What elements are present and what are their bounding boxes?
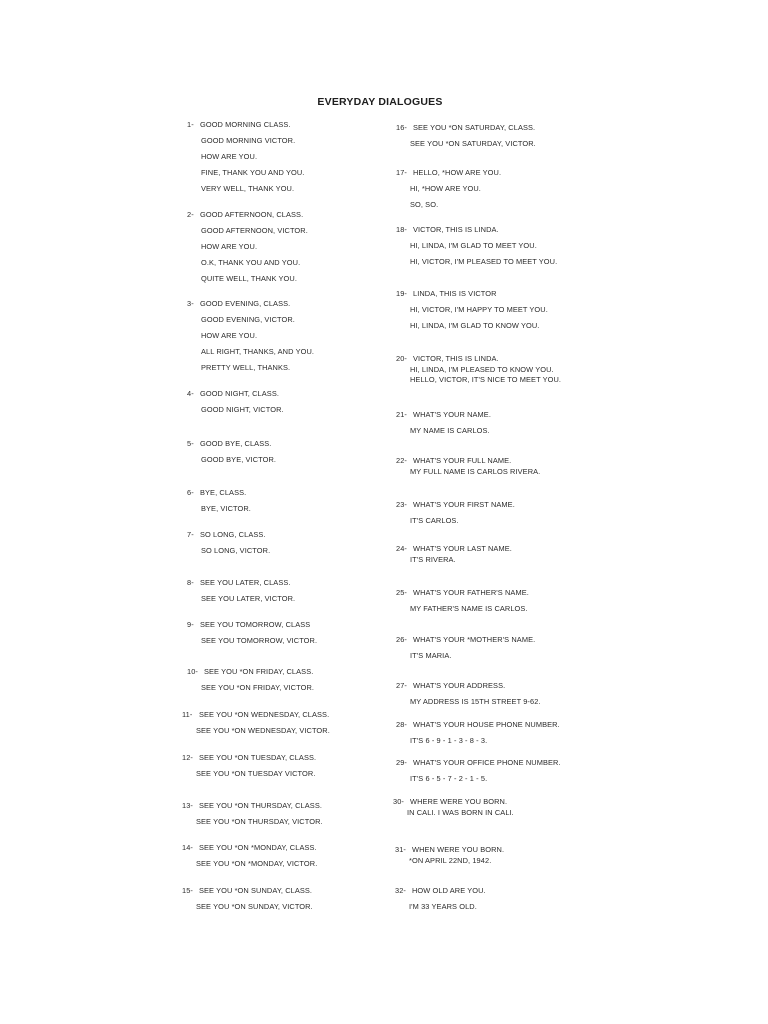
dialogue-text: WHAT'S YOUR OFFICE PHONE NUMBER. [413,758,561,767]
dialogue-line [187,344,407,360]
dialogue-line [396,181,616,197]
dialogue-line-first [393,797,613,808]
dialogue-line-first [187,386,407,402]
dialogue-text: SEE YOU *ON TUESDAY, CLASS. [199,753,317,762]
dialogue-line [187,591,407,607]
dialogue-text: MY FATHER'S NAME IS CARLOS. [410,604,528,613]
dialogue-line [182,723,402,739]
dialogue-line [396,136,616,152]
dialogue-line [182,814,402,830]
dialogue-line-first [396,354,616,365]
dialogue-text: IT'S CARLOS. [410,516,459,525]
dialogue-line [396,254,616,270]
dialogue-number: 4- [187,389,194,398]
dialogue-line [187,181,407,197]
dialogue-text: HI, LINDA, I'M GLAD TO KNOW YOU. [410,321,540,330]
dialogue-text: PRETTY WELL, THANKS. [201,363,291,372]
dialogue-text: SEE YOU *ON *MONDAY, VICTOR. [196,859,318,868]
dialogue-text: HI, LINDA, I'M GLAD TO MEET YOU. [410,241,537,250]
dialogue-line [187,165,407,181]
page-title: EVERYDAY DIALOGUES [317,96,443,108]
dialogue-text: SEE YOU TOMORROW, VICTOR. [201,636,318,645]
dialogue-text: SEE YOU *ON WEDNESDAY, CLASS. [199,710,330,719]
dialogue-line-first [396,286,616,302]
dialogue-number: 22- [396,456,407,465]
dialogue-text: SEE YOU *ON TUESDAY VICTOR. [196,769,316,778]
dialogue-line [395,899,615,915]
dialogue-number: 5- [187,439,194,448]
dialogue-15 [182,883,402,915]
dialogue-17 [396,165,616,213]
dialogue-text: WHAT'S YOUR FULL NAME. [413,456,512,465]
dialogue-line [187,149,407,165]
dialogue-text: IT'S MARIA. [410,651,452,660]
dialogue-text: O.K, THANK YOU AND YOU. [201,258,301,267]
dialogue-text: HI, LINDA, I'M PLEASED TO KNOW YOU. [410,364,554,374]
dialogue-18 [396,222,616,270]
dialogue-number: 10- [187,667,198,676]
dialogue-text: VICTOR, THIS IS LINDA. [413,354,499,363]
dialogue-text: WHAT'S YOUR LAST NAME. [413,544,512,553]
dialogue-line [187,680,407,696]
dialogue-text: WHERE WERE YOU BORN. [410,797,508,806]
dialogue-line-first [396,755,616,771]
dialogue-number: 23- [396,500,407,509]
dialogue-22 [396,456,616,477]
dialogue-text: HI, VICTOR, I'M HAPPY TO MEET YOU. [410,305,548,314]
dialogue-line-first [396,678,616,694]
dialogue-text: SEE YOU LATER, CLASS. [200,578,291,587]
dialogue-text: *ON APRIL 22ND, 1942. [409,855,492,865]
dialogue-line [187,543,407,559]
dialogue-number: 19- [396,289,407,298]
dialogue-line [393,808,613,819]
dialogue-text: WHAT'S YOUR *MOTHER'S NAME. [413,635,536,644]
dialogue-text: GOOD NIGHT, VICTOR. [201,405,284,414]
dialogue-line-first [187,436,407,452]
dialogue-text: SEE YOU *ON THURSDAY, VICTOR. [196,817,323,826]
dialogue-number: 27- [396,681,407,690]
dialogue-text: IT'S 6 - 5 - 7 - 2 - 1 - 5. [410,774,488,783]
dialogue-line [396,302,616,318]
dialogue-text: HI, *HOW ARE YOU. [410,184,481,193]
dialogue-line [396,555,616,566]
dialogue-text: WHAT'S YOUR FATHER'S NAME. [413,588,529,597]
dialogue-number: 14- [182,843,193,852]
dialogue-number: 30- [393,797,404,806]
dialogue-text: BYE, CLASS. [200,488,247,497]
dialogue-line [396,197,616,213]
dialogue-text: GOOD EVENING, VICTOR. [201,315,295,324]
dialogue-1 [187,117,407,197]
dialogue-line-first [396,717,616,733]
dialogue-line [187,312,407,328]
dialogue-line-first [182,707,402,723]
dialogue-text: FINE, THANK YOU AND YOU. [201,168,305,177]
dialogue-32 [395,883,615,915]
dialogue-number: 2- [187,210,194,219]
dialogue-line-first [396,456,616,467]
dialogue-line-first [187,296,407,312]
dialogue-23 [396,497,616,529]
dialogue-7 [187,527,407,559]
dialogue-line-first [182,750,402,766]
dialogue-line-first [396,165,616,181]
dialogue-text: VERY WELL, THANK YOU. [201,184,295,193]
dialogue-text: SEE YOU *ON SUNDAY, VICTOR. [196,902,313,911]
dialogue-text: SEE YOU *ON WEDNESDAY, VICTOR. [196,726,330,735]
dialogue-number: 21- [396,410,407,419]
dialogue-line-first [187,664,407,680]
dialogue-text: GOOD AFTERNOON, VICTOR. [201,226,308,235]
dialogue-text: HELLO, VICTOR, IT'S NICE TO MEET YOU. [410,375,562,384]
dialogue-text: WHAT'S YOUR NAME. [413,410,491,419]
dialogue-11 [182,707,402,739]
dialogue-27 [396,678,616,710]
dialogue-line-first [396,585,616,601]
dialogue-number: 6- [187,488,194,497]
dialogue-number: 8- [187,578,194,587]
dialogue-line [187,271,407,287]
dialogue-text: WHAT'S YOUR ADDRESS. [413,681,506,690]
dialogue-text: IT'S RIVERA. [410,554,456,564]
dialogue-number: 16- [396,123,407,132]
dialogue-text: GOOD BYE, CLASS. [200,439,272,448]
dialogue-text: MY NAME IS CARLOS. [410,426,490,435]
dialogue-text: SEE YOU TOMORROW, CLASS [200,620,311,629]
dialogue-2 [187,207,407,287]
dialogue-text: MY ADDRESS IS 15TH STREET 9-62. [410,697,541,706]
dialogue-number: 3- [187,299,194,308]
dialogue-text: GOOD EVENING, CLASS. [200,299,291,308]
dialogue-line [395,856,615,867]
dialogue-text: HELLO, *HOW ARE YOU. [413,168,502,177]
dialogue-29 [396,755,616,787]
dialogue-13 [182,798,402,830]
dialogue-text: SEE YOU *ON THURSDAY, CLASS. [199,801,323,810]
dialogue-text: BYE, VICTOR. [201,504,251,513]
dialogue-24 [396,544,616,565]
dialogue-text: GOOD MORNING VICTOR. [201,136,296,145]
dialogue-number: 29- [396,758,407,767]
dialogue-line [187,328,407,344]
dialogue-text: IT'S 6 - 9 - 1 - 3 - 8 - 3. [410,736,488,745]
dialogue-text: SO LONG, CLASS. [200,530,266,539]
dialogue-line [187,360,407,376]
dialogue-text: HOW ARE YOU. [201,152,258,161]
dialogue-number: 15- [182,886,193,895]
dialogue-text: GOOD MORNING CLASS. [200,120,291,129]
dialogue-20 [396,354,616,386]
dialogue-line-first [396,632,616,648]
dialogue-line [182,856,402,872]
dialogue-text: HOW ARE YOU. [201,242,258,251]
dialogue-number: 26- [396,635,407,644]
dialogue-line-first [396,407,616,423]
dialogue-text: GOOD NIGHT, CLASS. [200,389,280,398]
dialogue-line-first [187,117,407,133]
dialogue-line-first [187,207,407,223]
dialogue-line [396,375,616,386]
dialogue-line [396,423,616,439]
dialogue-text: SEE YOU LATER, VICTOR. [201,594,296,603]
dialogue-text: SEE YOU *ON FRIDAY, VICTOR. [201,683,315,692]
dialogue-8 [187,575,407,607]
dialogue-line-first [396,222,616,238]
dialogue-text: SEE YOU *ON FRIDAY, CLASS. [204,667,314,676]
dialogue-line [396,771,616,787]
dialogue-number: 12- [182,753,193,762]
dialogue-line-first [395,845,615,856]
dialogue-line-first [182,798,402,814]
dialogue-number: 9- [187,620,194,629]
dialogue-line [187,452,407,468]
dialogue-text: GOOD AFTERNOON, CLASS. [200,210,304,219]
dialogue-text: I'M 33 YEARS OLD. [409,902,477,911]
dialogue-line-first [182,883,402,899]
dialogue-number: 20- [396,354,407,363]
dialogue-line [396,601,616,617]
dialogue-text: SO LONG, VICTOR. [201,546,271,555]
dialogue-line-first [396,120,616,136]
dialogue-line [187,133,407,149]
dialogue-number: 31- [395,845,406,854]
dialogue-6 [187,485,407,517]
dialogue-line [396,365,616,376]
dialogue-line-first [187,485,407,501]
dialogue-21 [396,407,616,439]
dialogue-number: 25- [396,588,407,597]
dialogue-line-first [396,544,616,555]
dialogue-text: VICTOR, THIS IS LINDA. [413,225,499,234]
dialogue-28 [396,717,616,749]
dialogue-line [182,899,402,915]
dialogue-text: WHAT'S YOUR FIRST NAME. [413,500,515,509]
dialogue-line [187,223,407,239]
dialogue-line [396,513,616,529]
dialogue-number: 24- [396,544,407,553]
dialogue-number: 1- [187,120,194,129]
dialogue-line-first [396,497,616,513]
dialogue-3 [187,296,407,376]
dialogue-text: SEE YOU *ON SATURDAY, VICTOR. [410,139,536,148]
dialogue-line-first [182,840,402,856]
dialogue-text: SEE YOU *ON SATURDAY, CLASS. [413,123,536,132]
dialogue-text: IN CALI. I WAS BORN IN CALI. [407,807,514,817]
dialogue-number: 11- [182,710,193,719]
dialogue-25 [396,585,616,617]
dialogue-text: HI, VICTOR, I'M PLEASED TO MEET YOU. [410,257,558,266]
dialogue-5 [187,436,407,468]
dialogue-text: ALL RIGHT, THANKS, AND YOU. [201,347,315,356]
dialogue-text: HOW OLD ARE YOU. [412,886,486,895]
dialogue-text: SEE YOU *ON *MONDAY, CLASS. [199,843,317,852]
dialogue-line [396,694,616,710]
dialogue-line [187,402,407,418]
dialogue-line [187,633,407,649]
dialogue-12 [182,750,402,782]
dialogue-9 [187,617,407,649]
dialogue-number: 28- [396,720,407,729]
dialogue-number: 18- [396,225,407,234]
dialogue-text: QUITE WELL, THANK YOU. [201,274,297,283]
dialogue-line [396,318,616,334]
dialogue-26 [396,632,616,664]
dialogue-line [396,238,616,254]
dialogue-text: SEE YOU *ON SUNDAY, CLASS. [199,886,313,895]
dialogue-line-first [187,575,407,591]
dialogue-number: 32- [395,886,406,895]
dialogue-16 [396,120,616,152]
dialogue-text: MY FULL NAME IS CARLOS RIVERA. [410,466,541,476]
dialogue-text: WHEN WERE YOU BORN. [412,845,505,854]
dialogue-line [187,239,407,255]
dialogue-number: 13- [182,801,193,810]
dialogue-4 [187,386,407,418]
dialogue-31 [395,845,615,866]
dialogue-text: LINDA, THIS IS VICTOR [413,289,497,298]
dialogue-line-first [187,527,407,543]
dialogue-text: HOW ARE YOU. [201,331,258,340]
dialogue-number: 7- [187,530,194,539]
dialogue-number: 17- [396,168,407,177]
dialogue-19 [396,286,616,334]
dialogue-line-first [187,617,407,633]
dialogue-line [182,766,402,782]
dialogue-10 [187,664,407,696]
dialogue-line [396,467,616,478]
dialogue-line [187,501,407,517]
dialogue-line [187,255,407,271]
dialogue-text: WHAT'S YOUR HOUSE PHONE NUMBER. [413,720,560,729]
dialogue-line [396,648,616,664]
dialogue-line-first [395,883,615,899]
dialogue-line [396,733,616,749]
dialogue-30 [393,797,613,818]
dialogue-14 [182,840,402,872]
dialogue-text: SO, SO. [410,200,439,209]
dialogue-text: GOOD BYE, VICTOR. [201,455,277,464]
